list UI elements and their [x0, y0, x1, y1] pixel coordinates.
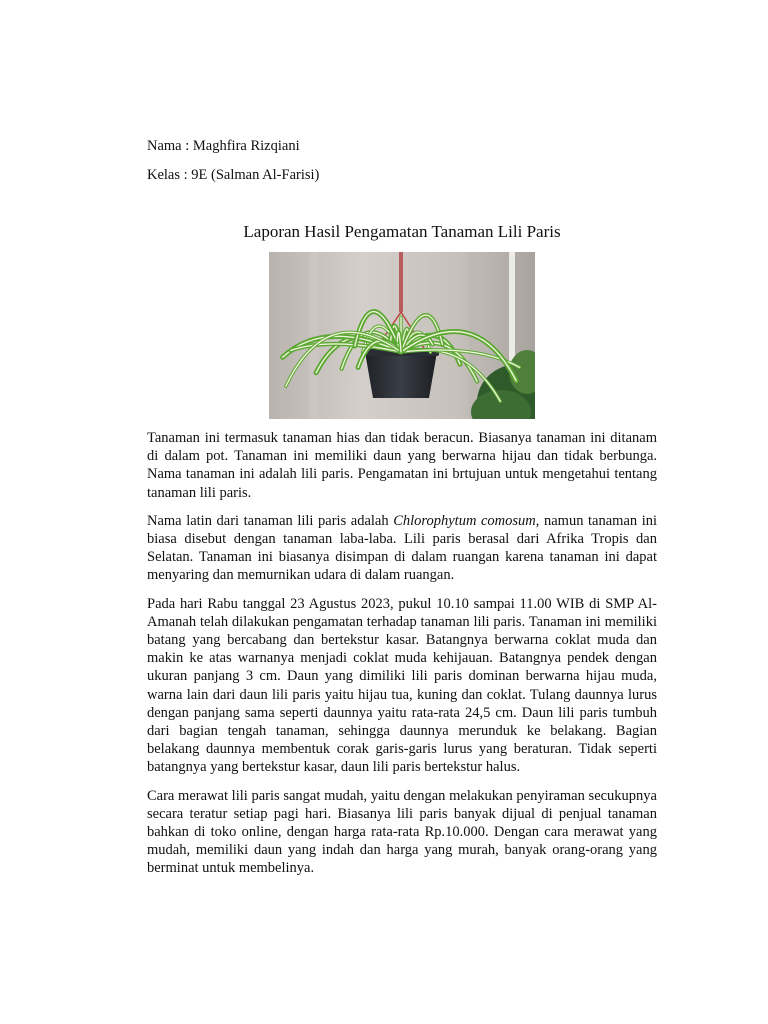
student-class: Kelas : 9E (Salman Al-Farisi)	[147, 167, 320, 183]
student-name: Nama : Maghfira Rizqiani	[147, 138, 300, 154]
paragraph-intro: Tanaman ini termasuk tanaman hias dan tidak beracun. Biasanya tanaman ini ditanam di dalam pot. Tanaman ini memiliki daun yang berwarna hijau dan tidak berbunga. Nama tanaman ini adalah lili paris. Pengamatan ini brtujuan untuk mengetahui tentang tanaman lili paris.	[147, 430, 657, 501]
paragraph-observation: Pada hari Rabu tanggal 23 Agustus 2023, pukul 10.10 sampai 11.00 WIB di SMP Al-Amanah telah dilakukan pengamatan terhadap tanaman lili paris. Tanaman ini memiliki batang yang bercabang dan bertekstur kasar. Batangnya berwarna coklat muda dan makin ke atas warnanya menjadi coklat muda kehijauan. Batangnya pendek dengan ukuran panjang 3 cm. Daun yang dimiliki lili paris dominan berwarna hijau muda, warna lain dari daun lili paris yaitu hijau tua, kuning dan coklat. Tulang daunnya lurus dengan panjang sama seperti daunnya yaitu rata-rata 24,5 cm. Daun lili paris tumbuh dari bagian tengah tanaman, sehingga daunnya merunduk ke belakang. Bagian belakang daunnya membentuk corak garis-garis lurus yang beraturan. Tidak seperti batangnya yang bertekstur kasar, daun lili paris bertekstur halus.	[147, 595, 657, 776]
spider-plant-photo	[269, 252, 535, 419]
paragraph-latin-name	[147, 512, 657, 585]
latin-name: Chlorophytum comosum	[393, 512, 536, 529]
report-title: Laporan Hasil Pengamatan Tanaman Lili Paris	[243, 222, 561, 241]
paragraph-care: Cara merawat lili paris sangat mudah, yaitu dengan melakukan penyiraman secukupnya secara teratur setiap pagi hari. Biasanya lili paris banyak dijual di penjual tanaman bahkan di toko online, dengan harga rata-rata Rp.10.000. Dengan cara merawat yang mudah, memiliki daun yang indah dan harga yang murah, banyak orang-orang yang berminat untuk membelinya.	[147, 787, 657, 877]
report-body	[147, 429, 657, 888]
latin-intro-text: Nama latin dari tanaman lili paris adalah	[147, 512, 394, 529]
latin-rest-text: , namun tanaman ini biasa disebut dengan tanaman laba-laba. Lili paris berasal dari Afrika Tropis dan Selatan. Tanaman ini biasanya disimpan di dalam ruangan karena tanaman ini dapat menyaring dan memurnikan udara di dalam ruangan.	[147, 512, 658, 584]
